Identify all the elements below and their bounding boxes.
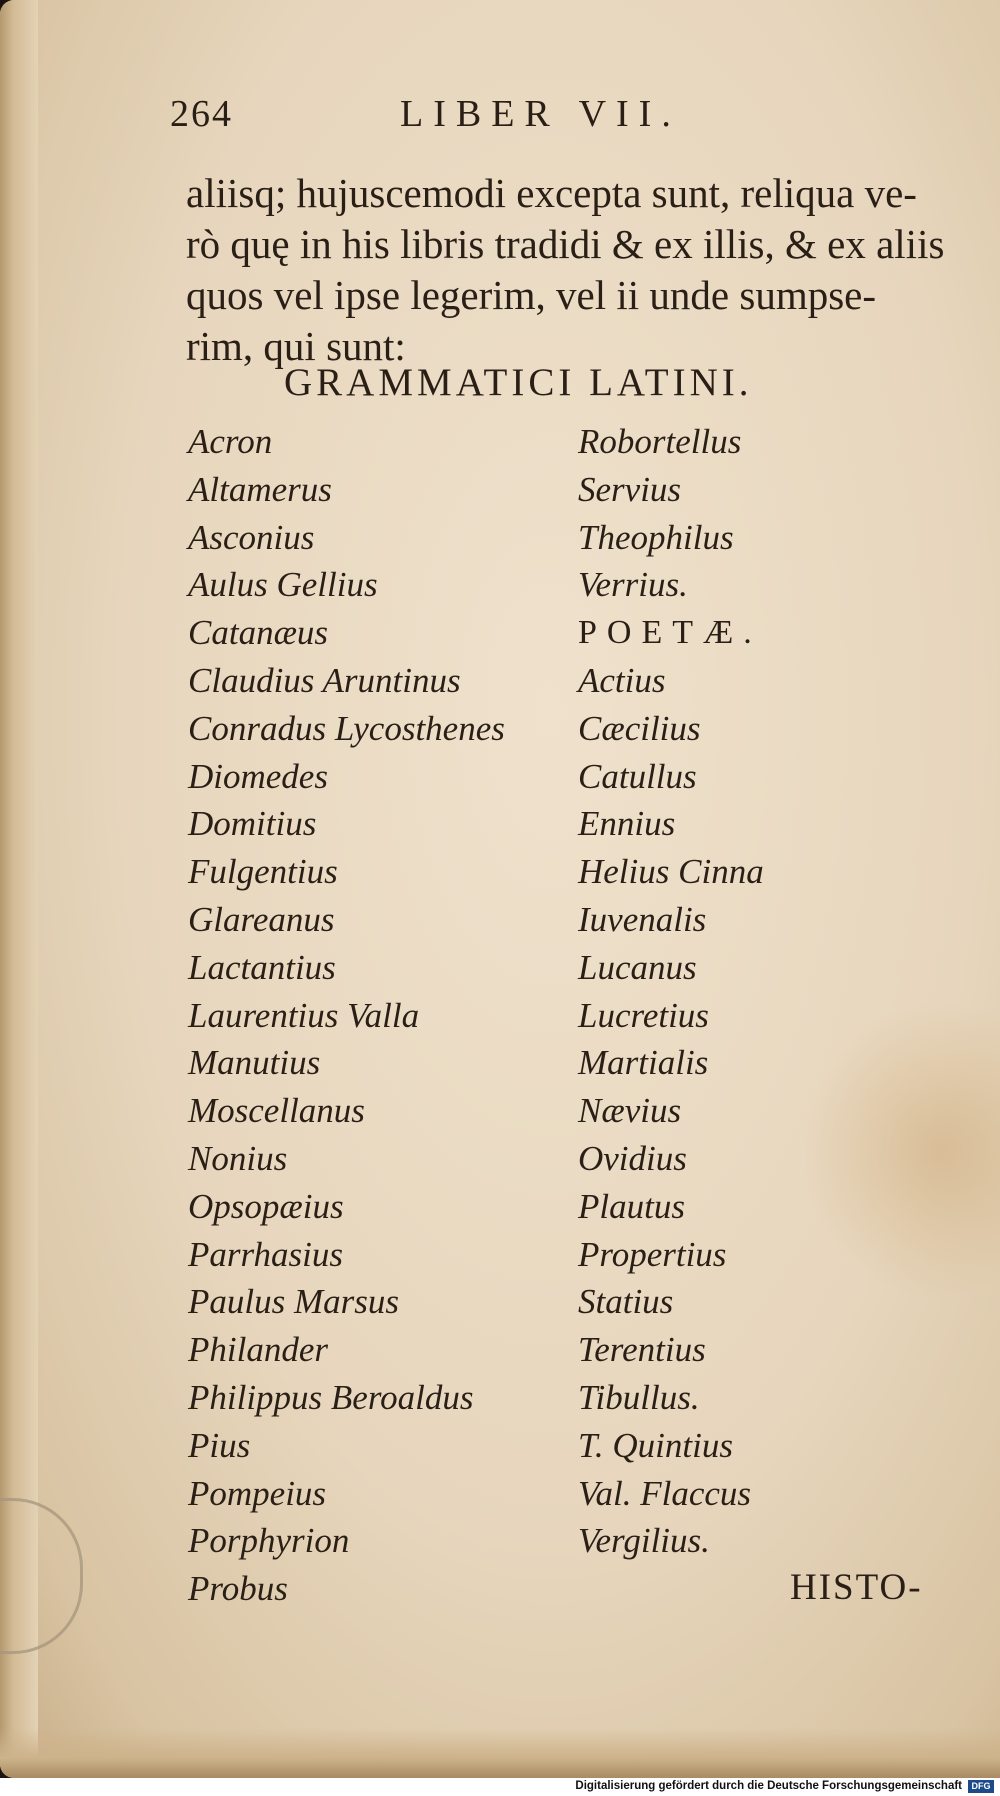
intro-line: rim, qui sunt: — [186, 323, 406, 369]
poet-name: Tibullus. — [578, 1377, 700, 1417]
author-name: Robortellus — [578, 422, 742, 461]
author-name: Glareanus — [188, 899, 335, 939]
author-name: Pius — [188, 1425, 251, 1465]
author-name: Probus — [188, 1569, 288, 1609]
author-name: Diomedes — [188, 756, 328, 796]
author-name: Conradus Lycosthenes — [188, 708, 505, 748]
page-number: 264 — [170, 93, 233, 135]
author-name: Catanæus — [188, 613, 329, 653]
footer-credit-text: Digitalisierung gefördert durch die Deutsche Forschungsgemeinschaft — [575, 1780, 962, 1792]
author-name: Pompeius — [188, 1473, 327, 1513]
author-name: Aulus Gellius — [188, 565, 378, 605]
author-name: Moscellanus — [188, 1091, 365, 1131]
poet-name: Ennius — [578, 804, 676, 844]
poet-name: Iuvenalis — [578, 899, 707, 939]
author-name: Claudius Aruntinus — [188, 660, 461, 700]
poet-name: T. Quintius — [578, 1425, 733, 1465]
section-heading-grammatici: GRAMMATICI LATINI. — [284, 361, 753, 404]
author-name: Nonius — [188, 1138, 288, 1178]
author-name: Asconius — [188, 517, 315, 557]
author-name: Fulgentius — [188, 852, 338, 892]
poet-name: Statius — [578, 1282, 674, 1322]
intro-line: rò quę in his libris tradidi & ex illis, & ex aliis — [186, 221, 945, 267]
author-name: Lactantius — [188, 947, 336, 987]
author-name: Acron — [188, 422, 273, 461]
author-name: Porphyrion — [188, 1521, 350, 1561]
author-name: Altamerus — [188, 469, 332, 509]
dfg-logo: DFG — [968, 1780, 994, 1793]
paper-stain — [800, 1000, 1000, 1300]
poet-name: Val. Flaccus — [578, 1473, 752, 1513]
author-name: Parrhasius — [188, 1234, 343, 1274]
intro-paragraph — [186, 168, 976, 372]
author-name: Laurentius Valla — [188, 995, 420, 1035]
poet-name: Cæcilius — [578, 708, 701, 748]
poet-name: Actius — [578, 660, 666, 700]
author-name: Servius — [578, 469, 682, 509]
poet-name: Plautus — [578, 1186, 685, 1226]
poet-name: Helius Cinna — [578, 852, 764, 892]
poet-name: Vergilius. — [578, 1521, 710, 1561]
author-name: Verrius. — [578, 565, 688, 605]
author-name: Opsopæius — [188, 1186, 344, 1226]
catchword: HISTO- — [790, 1567, 923, 1608]
author-name: Domitius — [188, 804, 317, 844]
author-name: Paulus Marsus — [188, 1282, 399, 1322]
author-name: Theophilus — [578, 517, 734, 557]
section-heading-poetae: POETÆ. — [578, 614, 762, 652]
poet-name: Martialis — [578, 1043, 709, 1083]
page-bottom-edge — [0, 1728, 1000, 1778]
digitization-footer — [0, 1778, 1000, 1796]
author-name: Philander — [188, 1330, 328, 1370]
poet-name: Nævius — [578, 1091, 682, 1131]
poet-name: Lucanus — [578, 947, 697, 987]
poet-name: Propertius — [578, 1234, 727, 1274]
intro-line: quos vel ipse legerim, vel ii unde sumpse- — [186, 272, 877, 318]
intro-line: aliisq; hujuscemodi excepta sunt, reliqua ve- — [186, 170, 917, 216]
page-header — [170, 92, 930, 148]
running-head: LIBER VII. — [400, 93, 681, 135]
poet-name: Terentius — [578, 1330, 706, 1370]
poet-name: Lucretius — [578, 995, 709, 1035]
author-name: Manutius — [188, 1043, 321, 1083]
poet-name: Catullus — [578, 756, 697, 796]
right-name-column — [578, 418, 764, 1565]
page-clip-mark — [0, 1498, 83, 1654]
poet-name: Ovidius — [578, 1138, 687, 1178]
author-name: Philippus Beroaldus — [188, 1377, 474, 1417]
left-name-column — [188, 418, 505, 1613]
